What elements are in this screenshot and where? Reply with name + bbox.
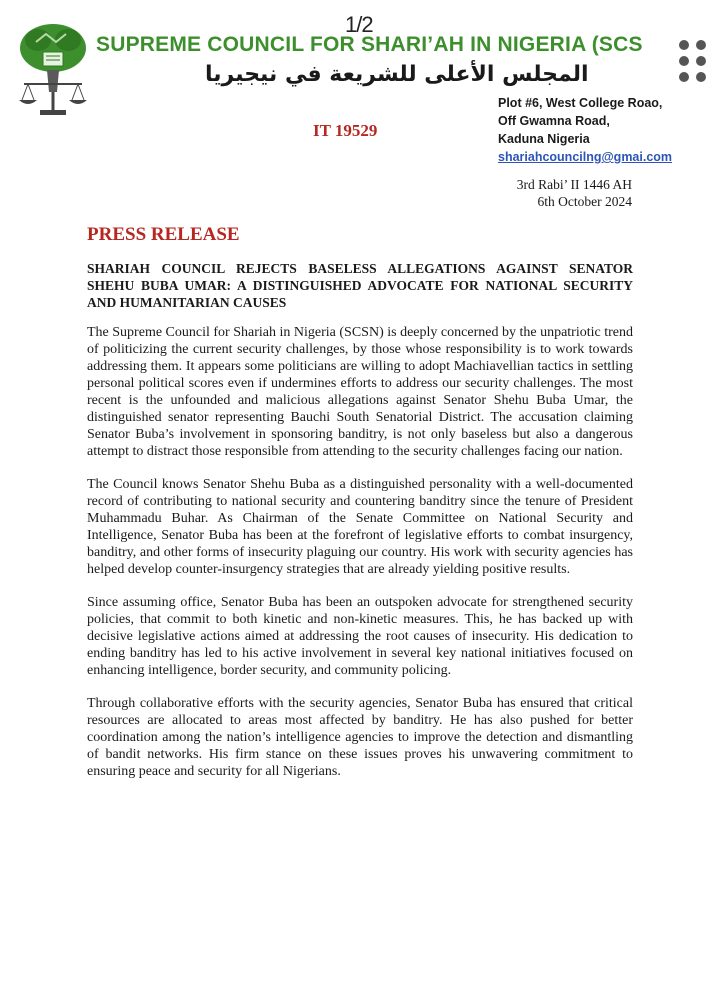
date-block — [517, 176, 632, 210]
org-name: SUPREME COUNCIL FOR SHARI’AH IN NIGERIA (SCS — [96, 33, 643, 56]
body-text — [87, 324, 633, 796]
date-gregorian: 6th October 2024 — [537, 194, 632, 209]
address-line: Plot #6, West College Roao, — [498, 96, 663, 110]
paragraph: The Council knows Senator Shehu Buba as a distinguished personality with a well-documented record of contributing to national security and countering banditry since the tenure of President Muhammadu Buhar. As Chairman of the Senate Committee on National Security and Intelligence, Senator Buba has been at the forefront of legislative efforts to combat insurgency, banditry, and other forms of insecurity plaguing our country. His work with security agencies has helped develop counter-insurgency strategies that are already yielding positive results. — [87, 477, 633, 577]
paragraph: Through collaborative efforts with the security agencies, Senator Buba has ensured that critical resources are allocated to areas most affected by banditry. He has also pushed for better coordination among the nation’s intelligence agencies to improve the detection and dismantling of bandit networks. His firm stance on these issues proves his unwavering commitment to ensuring peace and security for all Nigerians. — [87, 696, 633, 779]
reference-number: IT 19529 — [313, 121, 378, 140]
date-hijri: 3rd Rabi’ II 1446 AH — [516, 177, 632, 192]
address-block — [498, 94, 672, 166]
paragraph: The Supreme Council for Shariah in Nigeria (SCSN) is deeply concerned by the unpatriotic trend of politicizing the current security challenges, by those whose responsibility is to work towards addressing them. It appears some politicians are willing to adopt Machiavellian tactics in settling personal political scores even if undermines efforts to address our security challenges. The most recent is the unfounded and malicious allegations against Senator Shehu Buba Umar, the distinguished senator representing Bauchi South Senatorial District. The accusation claiming Senator Buba’s involvement in sponsoring banditry, is not only baseless but also a dangerous attempt to distract those responsible from attending to the security challenges facing our nation. — [87, 325, 633, 459]
email-link[interactable]: shariahcouncilng@gmai.com — [498, 150, 673, 164]
address-line: Kaduna Nigeria — [498, 132, 590, 146]
address-line: Off Gwamna Road, — [498, 114, 610, 128]
headline: SHARIAH COUNCIL REJECTS BASELESS ALLEGATIONS AGAINST SENATOR SHEHU BUBA UMAR: A DISTINGUISHED ADVOCATE FOR NATIONAL SECURITY AND HUMANITARIAN CAUSES — [87, 261, 633, 310]
press-release-label: PRESS RELEASE — [87, 224, 240, 245]
page-marker: 1/2 — [345, 12, 373, 37]
paragraph: Since assuming office, Senator Buba has been an outspoken advocate for strengthened security policies, that commit to both kinetic and non-kinetic measures. This, he has backed up with decisive legislative actions aimed at addressing the root causes of insecurity. His dedication to ending banditry has led to his active involvement in several key national initiatives focused on enhancing intelligence, border security, and community policing. — [87, 595, 633, 678]
tree-scales-logo — [16, 22, 90, 118]
grid-dots-icon[interactable] — [679, 40, 711, 84]
org-name-arabic: المجلس الأعلى للشريعة في نيجيريا — [205, 62, 589, 87]
